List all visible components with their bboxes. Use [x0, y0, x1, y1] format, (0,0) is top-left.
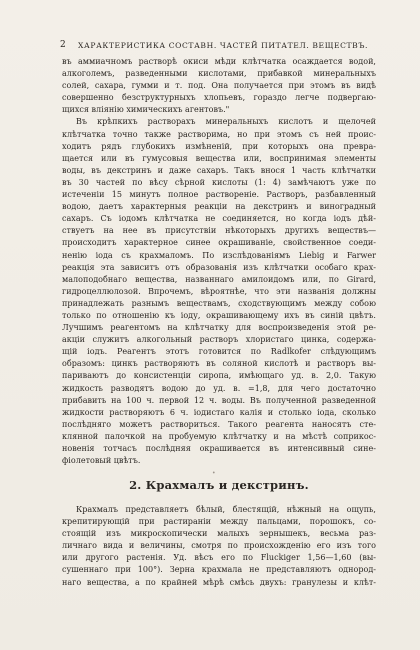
text-line: Въ крѣпкихъ растворахъ минеральныхъ кислотъ и щелочей [76, 117, 376, 127]
paragraph-starch [62, 504, 376, 589]
text-line: жидкости растворяютъ 6 ч. iодистаго калiя и столько iода, сколько [62, 407, 376, 417]
text-line: истеченiи 15 минутъ полное растворенiе. Растворъ, разбавленный [62, 190, 376, 200]
text-line: жидкость разводятъ водою до уд. в. =1,8, для чего достаточно [62, 383, 376, 393]
text-line: алкоголемъ, разведенными кислотами, прибавкой минеральныхъ [62, 69, 376, 79]
text-line: прибавить на 100 ч. первой 12 ч. воды. Въ полученной разведенной [62, 395, 376, 405]
text-line: новенiя тотчасъ послѣдняя окрашивается въ интенсивный сине- [62, 444, 376, 453]
text-line: въ аммиачномъ растворѣ окиси мѣди клѣтчатка осаждается водой, [62, 57, 376, 66]
text-line: или другого растенiя. Уд. вѣсъ его по Fluckiger 1,56—1,60 (вы- [62, 553, 376, 563]
running-head-title: ХАРАКТЕРИСТИКА СОСТАВН. ЧАСТЕЙ ПИТАТЕЛ. ВЕЩЕСТВЪ. [78, 41, 369, 50]
printing-mark: • [212, 470, 216, 477]
text-line: акцiи служитъ алкогольный растворъ хлористаго цинка, содержа- [62, 335, 376, 345]
text-line: гидроцеллюлозой. Впрочемъ, вѣроятнѣе, что эти названiя должны [62, 286, 376, 296]
text-line: щается или въ гумусовыя вещества или, воспринимая элементы [62, 153, 376, 163]
text-line: клѣтчатка точно также растворима, но при этомъ съ ней проис- [62, 129, 376, 139]
text-line: щiй iодъ. Реагентъ этотъ готовится по Radlkofer слѣдующимъ [62, 347, 376, 357]
text-line: принадлежать разнымъ веществамъ, сходствующимъ между собою [62, 298, 376, 308]
text-line: малоподобнаго вещества, названнаго амилоидомъ или, по Girard, [62, 274, 376, 284]
text-line: ствуетъ на нее въ присутствiи нѣкоторыхъ другихъ веществъ— [62, 226, 376, 236]
text-line: крепитирующiй при растиранiи между пальцами, порошокъ, со- [62, 517, 376, 527]
text-line: въ 30 частей по вѣсу сѣрной кислоты (1: 4) замѣчаютъ уже по [62, 177, 376, 187]
text-line: водою, даетъ характерныя реакцiи на декстринъ и виноградный [62, 202, 376, 212]
text-line: наго вещества, а по крайней мѣрѣ смѣсь двухъ: гранулезы и клѣт- [62, 577, 376, 587]
text-line: послѣдняго можетъ раствориться. Такого реагента наносятъ сте- [62, 419, 376, 429]
text-line: ненiю iода съ крахмаломъ. По изслѣдованiямъ Liebig и Farwer [62, 250, 376, 260]
text-line: ходитъ рядъ глубокихъ измѣненiй, при которыхъ она превра- [62, 141, 376, 151]
text-line: Крахмалъ представляетъ бѣлый, блестящiй, нѣжный на ощупь, [76, 505, 376, 514]
text-line: солей, сахара, гумми и т. под. Она получается при этомъ въ видѣ [62, 81, 376, 91]
text-line: Лучшимъ реагентомъ на клѣтчатку для воспроизведенiя этой ре- [62, 323, 376, 333]
text-line: реакцiя эта зависитъ отъ образованiя изъ клѣтчатки особаго крах- [62, 262, 376, 272]
paragraph-cellulose [62, 56, 376, 467]
text-line: воды, въ декстринъ и даже сахаръ. Такъ внося 1 часть клѣтчатки [62, 165, 376, 175]
text-line: стоящiй изъ микроскопически малыхъ зернышекъ, весьма раз- [62, 529, 376, 539]
text-line: щихся влiянiю химическихъ агентовъ." [62, 105, 230, 115]
text-line: фiолетовый цвѣтъ. [62, 456, 141, 466]
running-head [60, 41, 380, 50]
text-line: образомъ: цинкъ растворяютъ въ соляной кислотѣ и растворъ вы- [62, 359, 376, 369]
text-line: личнаго вида и величины, смотря по происхожденiю его изъ того [62, 541, 376, 551]
text-line: только по отношенiю къ iоду, окрашивающему ихъ въ синiй цвѣтъ. [62, 310, 376, 320]
text-line: совершенно безструктурныхъ хлопьевъ, гораздо легче подвергаю- [62, 93, 376, 103]
page-number: 2 [60, 40, 66, 50]
text-line: париваютъ до консистенцiи сиропа, имѣющаго уд. в. 2,0. Такую [62, 371, 376, 381]
text-line: происходитъ характерное синее окрашиванiе, свойственное соеди- [62, 238, 376, 248]
text-line: сахаръ. Съ iодомъ клѣтчатка не соединяется, но когда iодъ дѣй- [62, 214, 376, 224]
text-line: сушеннаго при 100°). Зерна крахмала не представляютъ однород- [62, 565, 376, 575]
section-heading: 2. Крахмалъ и декстринъ. [129, 478, 309, 492]
text-line: клянной палочкой на пробуемую клѣтчатку и на мѣстѣ соприкос- [62, 431, 376, 441]
